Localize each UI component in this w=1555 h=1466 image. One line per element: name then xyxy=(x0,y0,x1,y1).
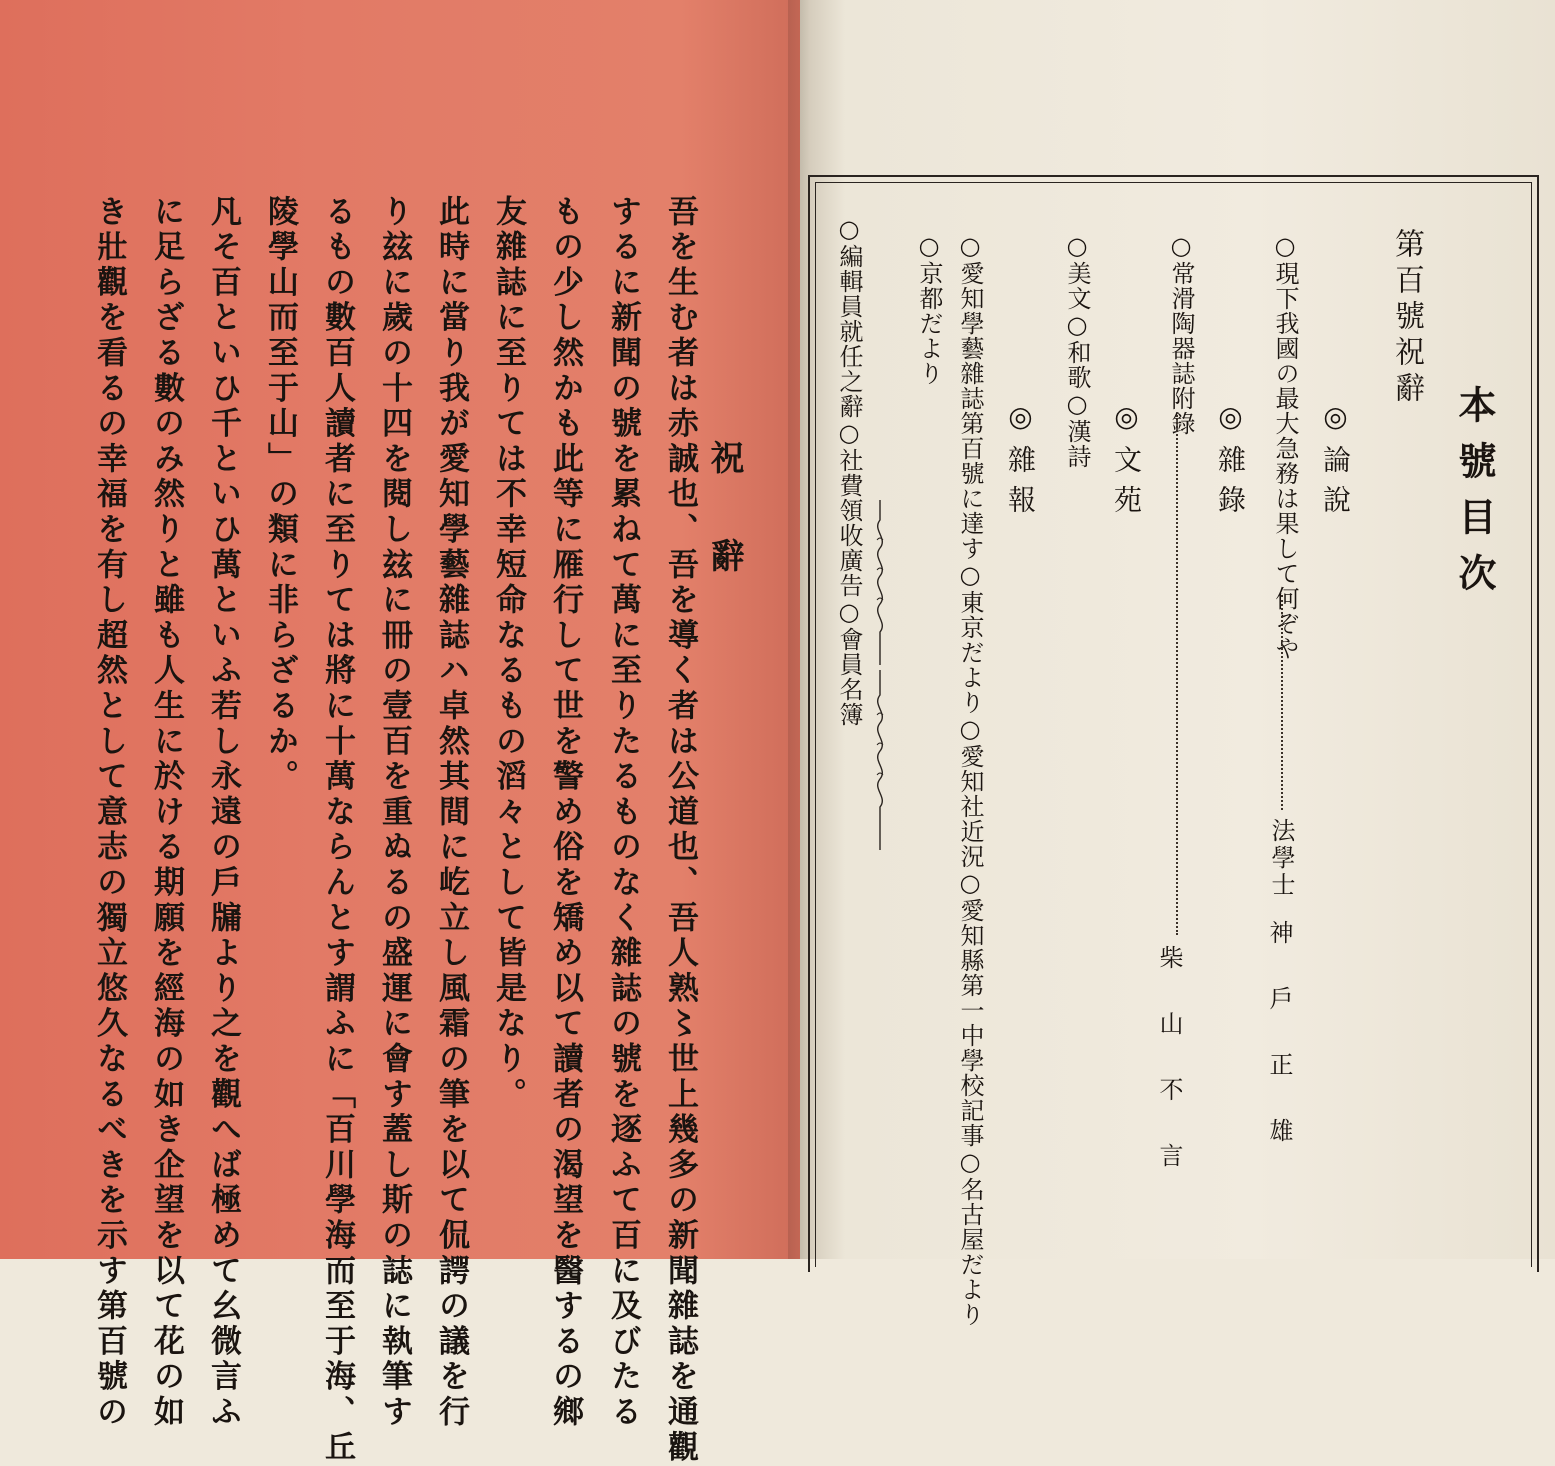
text-column: るもの數百人讀者に至りては將に十萬ならんとす謂ふに「百川學海而至于海、丘 xyxy=(319,195,355,1466)
author-title: 法學士 xyxy=(1267,818,1295,899)
text-column: り玆に歲の十四を閱し玆に冊の壹百を重ぬるの盛運に會す蓋し斯の誌に執筆す xyxy=(376,195,412,1431)
section-heading-zappo: ◎雜報 xyxy=(1004,400,1037,525)
text-column: 此時に當り我が愛知學藝雜誌ハ卓然其間に屹立し風霜の筆を以て侃諤の議を行 xyxy=(433,195,469,1431)
section-heading-bunen: ◎文苑 xyxy=(1110,400,1143,525)
text-column: き壯觀を看るの幸福を有し超然として意志の獨立悠久なるべきを示す第百號の xyxy=(91,195,127,1431)
toc-entry[interactable]: ○常滑陶器誌附錄 xyxy=(1167,232,1195,436)
leader-dots xyxy=(1176,415,1178,935)
author-name: 神戶正雄 xyxy=(1265,920,1293,1184)
author-name: 柴山不言 xyxy=(1155,945,1183,1209)
ornament-divider xyxy=(868,670,892,850)
toc-entry[interactable]: ○愛知學藝雜誌第百號に達す○東京だより○愛知社近況○愛知縣第一中學校記事○名古屋だより xyxy=(956,232,984,1327)
toc-entry[interactable]: ○美文○和歌○漢詩 xyxy=(1063,232,1091,469)
leader-dots xyxy=(1281,595,1283,810)
toc-title: 本號目次 xyxy=(1452,385,1497,609)
text-column: 凡そ百といひ千といひ萬といふ若し永遠の戶牖より之を觀へば極めて幺微言ふ xyxy=(205,195,241,1431)
ornament-divider xyxy=(868,500,892,665)
text-column: に足らざる數のみ然りと雖も人生に於ける期願を經海の如き企望を以て花の如 xyxy=(148,195,184,1431)
book-gutter xyxy=(788,0,810,1259)
text-column: もの少し然かも此等に雁行して世を警め俗を矯め以て讀者の渴望を醫するの鄉 xyxy=(547,195,583,1431)
text-column: 陵學山而至于山」の類に非らざるか。 xyxy=(262,195,298,796)
text-column: するに新聞の號を累ねて萬に至りたるものなく雜誌の號を逐ふて百に及びたる xyxy=(605,195,641,1431)
toc-entry[interactable]: ○京都だより xyxy=(915,232,943,386)
text-column: 友雜誌に至りては不幸短命なるもの滔々として皆是なり。 xyxy=(490,195,526,1113)
section-heading-zatsuroku: ◎雜錄 xyxy=(1214,400,1247,525)
section-heading-ronsetsu: ◎論說 xyxy=(1319,400,1352,525)
text-column: 吾を生む者は赤誠也、吾を導く者は公道也、吾人熟〻世上幾多の新聞雜誌を通觀 xyxy=(662,195,698,1466)
toc-entry[interactable]: ○編輯員就任之辭○社費領收廣告○會員名簿 xyxy=(835,215,863,727)
page-title: 祝辭 xyxy=(704,440,744,636)
toc-congrats: 第百號祝辭 xyxy=(1389,228,1424,408)
toc-entry[interactable]: ○現下我國の最大急務は果して何ぞや xyxy=(1271,232,1299,661)
